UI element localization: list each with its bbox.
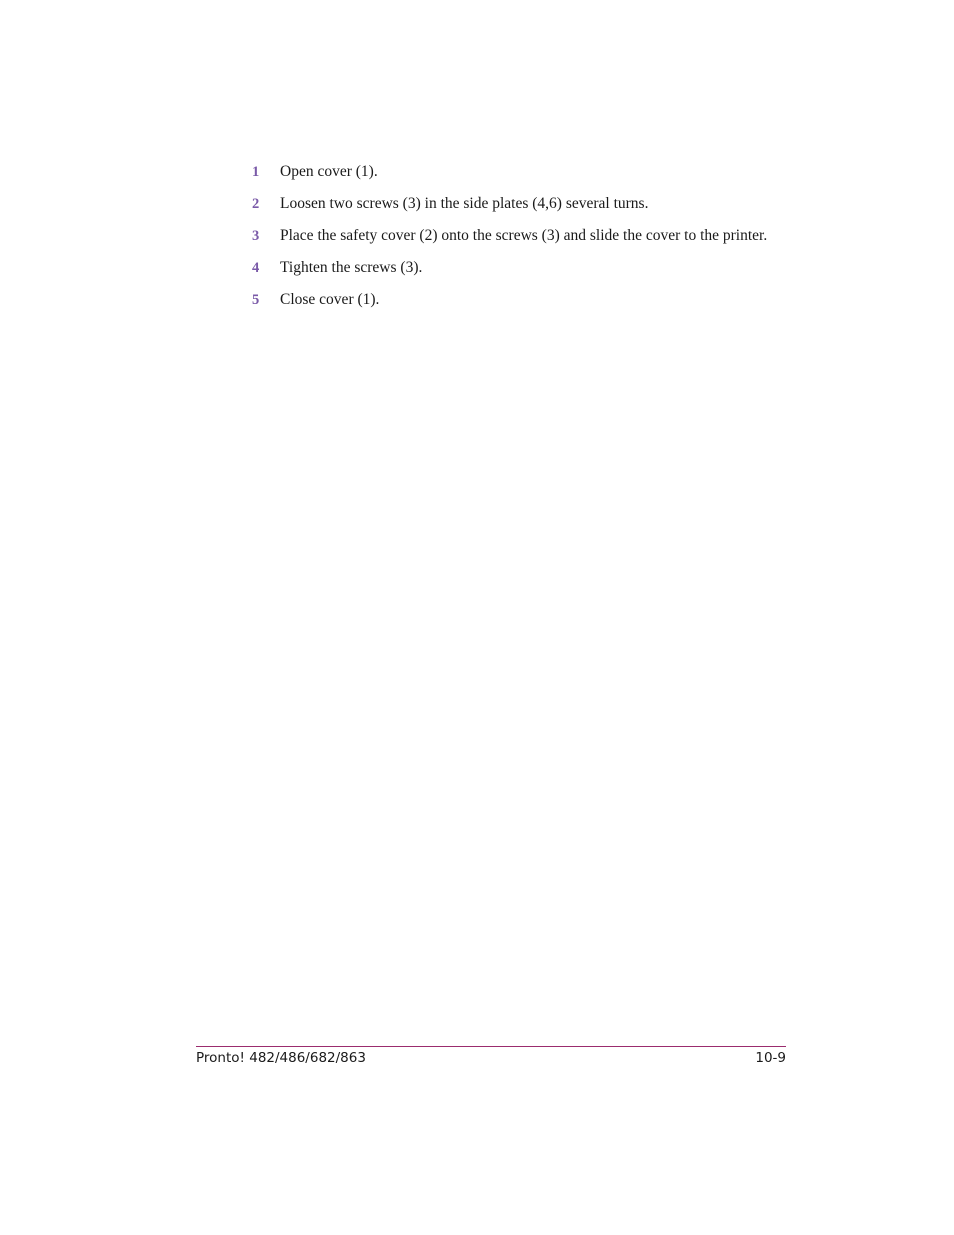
step-number: 5 [252, 292, 260, 308]
step-number: 3 [252, 228, 260, 244]
step-number: 2 [252, 196, 260, 212]
footer-divider [196, 1046, 786, 1047]
step-text: Close cover (1). [280, 291, 380, 308]
step-item [250, 227, 780, 245]
step-text: Open cover (1). [280, 163, 378, 180]
step-item [250, 259, 780, 277]
step-text: Loosen two screws (3) in the side plates (4,6) several turns. [280, 195, 649, 212]
step-number: 4 [252, 260, 260, 276]
procedure-steps [250, 163, 780, 323]
step-item [250, 195, 780, 213]
footer-product-name: Pronto! 482/486/682/863 [196, 1050, 366, 1066]
step-text: Tighten the screws (3). [280, 259, 423, 276]
footer-page-number: 10-9 [755, 1050, 786, 1066]
step-item [250, 163, 780, 181]
step-text: Place the safety cover (2) onto the screws (3) and slide the cover to the printer. [280, 227, 768, 244]
step-number: 1 [252, 164, 260, 180]
step-item [250, 291, 780, 309]
